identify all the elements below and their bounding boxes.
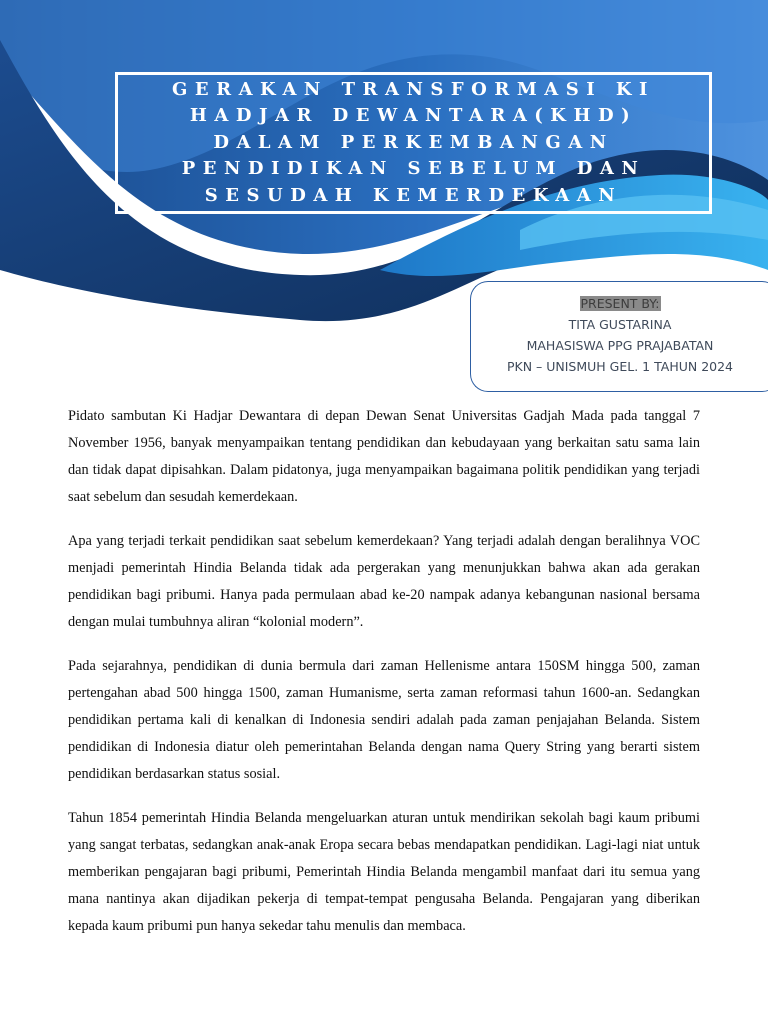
- title-line: PENDIDIKAN SEBELUM DAN: [181, 158, 646, 180]
- title-line: SESUDAH KEMERDEKAAN: [204, 184, 623, 206]
- paragraph: Pada sejarahnya, pendidikan di dunia bermula dari zaman Hellenisme antara 150SM hingga 500, zaman pertengahan abad 500 hingga 1500, zaman Humanisme, serta zaman reformasi tahun 1600-an. Sedangkan pendidikan pertama kali di kenalkan di Indonesia sendiri adalah pada zaman penjajahan Belanda. Sistem pendidikan di Indonesia diatur oleh pemerintahan Belanda dengan nama Query String yang berarti sistem pendidikan berdasarkan status sosial.: [68, 658, 700, 782]
- present-by-label: PRESENT BY:: [580, 296, 660, 311]
- paragraph: Apa yang terjadi terkait pendidikan saat sebelum kemerdekaan? Yang terjadi adalah dengan beralihnya VOC menjadi pemerintah Hindia Belanda tidak ada pergerakan yang menunjukkan bahwa akan ada gerakan pendidikan bagi pribumi. Hanya pada permulaan abad ke-20 nampak adanya kebangunan nasional bersama dengan mulai tumbuhnya aliran “kolonial modern”.: [68, 533, 700, 630]
- presenter-role: MAHASISWA PPG PRAJABATAN: [526, 338, 714, 353]
- title-line: HADJAR DEWANTARA(KHD): [189, 105, 638, 127]
- title-line: GERAKAN TRANSFORMASI KI: [172, 78, 655, 100]
- body-text: [68, 403, 700, 957]
- presenter-program: PKN – UNISMUH GEL. 1 TAHUN 2024: [506, 359, 734, 374]
- paragraph: Pidato sambutan Ki Hadjar Dewantara di depan Dewan Senat Universitas Gadjah Mada pada tanggal 7 November 1956, banyak menyampaikan tentang pendidikan dan kebudayaan yang berkaitan satu sama lain dan tidak dapat dipisahkan. Dalam pidatonya, juga menyampaikan bagaimana politik pendidikan yang terjadi saat sebelum dan sesudah kemerdekaan.: [68, 408, 700, 505]
- presenter-info: [470, 293, 768, 377]
- title-line: DALAM PERKEMBANGAN: [213, 131, 614, 153]
- presenter-name: TITA GUSTARINA: [568, 317, 672, 332]
- title-frame: [115, 72, 712, 214]
- document-title: [166, 77, 661, 210]
- paragraph: Tahun 1854 pemerintah Hindia Belanda mengeluarkan aturan untuk mendirikan sekolah bagi kaum pribumi yang sangat terbatas, sedangkan anak-anak Eropa secara bebas mendapatkan pendidikan. Lagi-lagi niat untuk memberikan pengajaran bagi pribumi, Pemerintah Hindia Belanda mengambil manfaat dari itu semua yang mana nantinya akan dijadikan pekerja di tempat-tempat pengusaha Belanda. Pengajaran yang diberikan kepada kaum pribumi pun hanya sekedar tahu menulis dan membaca.: [68, 810, 700, 934]
